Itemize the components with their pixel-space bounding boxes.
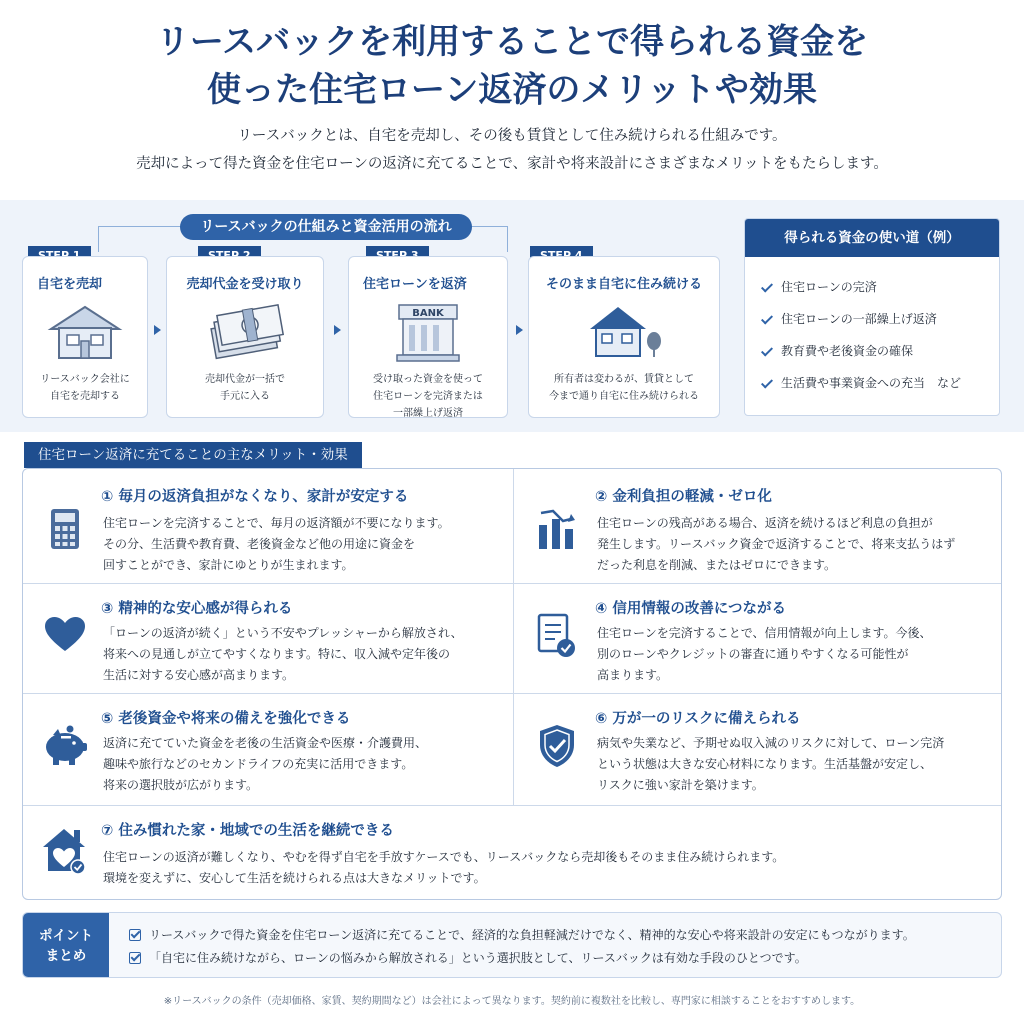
merit-7-body: 住宅ローンの返済が難しくなり、やむを得ず自宅を手放すケースでも、リースバックなら売却後もそのまま住み続けられます。 環境を変えずに、安心して生活を続けられる点は大きなメリットです。 [103,850,785,885]
bank-icon [393,301,463,363]
summary-item [129,949,807,966]
document-check-icon [537,613,577,659]
step-2-desc-line-1: 売却代金が一括で [205,374,285,385]
merit-7-title: ⑦ 住み慣れた家・地域での生活を継続できる [101,823,394,839]
merit-1-title: ① 毎月の返済負担がなくなり、家計が安定する [101,489,409,505]
page-title-line-2: 使った住宅ローン返済のメリットや効果 [207,70,817,110]
piggy-bank-icon [41,725,89,769]
summary-item-text: リースバックで得た資金を住宅ローン返済に充てることで、経済的な負担軽減だけでなく、精神的な安心や将来設計の安定にもつながります。 [149,928,915,942]
lead-text [0,122,1024,178]
step-2-desc-line-2: 手元に入る [220,391,270,402]
summary-label: ポイント まとめ [23,913,109,978]
merit-2-body: 住宅ローンの残高がある場合、返済を続けるほど利息の負担が 発生します。リースバック資金で返済することで、将来支払うはず だった利息を削減、またはゼロにできます。 [597,516,956,572]
list-item [761,271,999,303]
check-icon [761,282,772,293]
fund-use-label: 住宅ローンの完済 [781,280,877,294]
step-2-card [166,256,324,418]
merit-4-title: ④ 信用情報の改善につながる [595,601,787,617]
step-1-title: 自宅を売却 [37,277,103,292]
cash-icon [202,301,288,361]
house-icon [45,301,125,361]
fund-uses-box [744,218,1000,416]
list-item [761,367,999,399]
check-icon [761,378,772,389]
step-3-desc [349,371,507,422]
divider [513,469,514,805]
step-1-card [22,256,148,418]
step-3-desc-line-2: 住宅ローンを完済または [373,391,483,402]
check-icon [761,314,772,325]
merit-3-body: 「ローンの返済が続く」という不安やプレッシャーから解放され、 将来への見通しが立てやすくなります。特に、収入減や定年後の 生活に対する安心感が高まります。 [103,626,463,682]
check-icon [761,346,772,357]
divider [23,693,1001,694]
step-1-desc-line-1: リースバック会社に [40,374,130,385]
checkbox-icon [129,929,141,941]
merit-6-title: ⑥ 万が一のリスクに備えられる [595,711,801,727]
merit-5-body: 返済に充てていた資金を老後の生活資金や医療・介護費用、 趣味や旅行などのセカンドライフの充実に活用できます。 将来の選択肢が広がります。 [103,736,428,792]
step-2-title: 売却代金を受け取り [186,277,304,292]
arrow-right-icon [516,325,523,335]
summary-box [22,912,1002,978]
merit-4-body: 住宅ローンを完済することで、信用情報が向上します。今後、 別のローンやクレジットの審査に通りやすくなる可能性が 高まります。 [597,626,932,682]
lead-line-1: リースバックとは、自宅を売却し、その後も賃貸として住み続けられる仕組みです。 [237,128,787,144]
step-4-desc [529,371,719,405]
home-heart-icon [41,825,87,875]
step-3-card [348,256,508,418]
list-item [761,303,999,335]
fund-uses-list [745,257,999,399]
shield-check-icon [537,723,577,769]
divider [23,583,1001,584]
home-tree-icon [584,301,664,361]
flow-heading: リースバックの仕組みと資金活用の流れ [180,214,472,240]
merit-5-title: ⑤ 老後資金や将来の備えを強化できる [101,711,351,727]
calculator-icon [49,507,81,551]
merit-3-title: ③ 精神的な安心感が得られる [101,601,293,617]
fund-use-label: 生活費や事業資金への充当 など [781,376,962,390]
merit-6-body: 病気や失業など、予期せぬ収入減のリスクに対して、ローン完済 という状態は大きな安心材料になります。生活基盤が安定し、 リスクに強い家計を築けます。 [597,736,945,792]
arrow-right-icon [154,325,161,335]
step-4-card [528,256,720,418]
merits-box [22,468,1002,900]
step-1-desc [23,371,147,405]
heart-icon [45,617,85,653]
footnote: ※リースバックの条件（売却価格、家賃、契約期間など）は会社によって異なります。契約前に複数社を比較し、専門家に相談することをおすすめします。 [163,996,861,1007]
step-4-desc-line-1: 所有者は変わるが、賃貸として [554,374,694,385]
step-2-desc [167,371,323,405]
step-1-desc-line-2: 自宅を売却する [50,391,120,402]
merit-1-body: 住宅ローンを完済することで、毎月の返済額が不要になります。 その分、生活費や教育費、老後資金など他の用途に資金を 回すことができ、家計にゆとりが生まれます。 [103,516,450,572]
step-4-desc-line-2: 今まで通り自宅に住み続けられる [549,391,699,402]
fund-use-label: 教育費や老後資金の確保 [781,344,914,358]
lead-line-2: 売却によって得た資金を住宅ローンの返済に充てることで、家計や将来設計にさまざまなメリットをもたらします。 [136,156,888,172]
divider [23,805,1001,806]
summary-item [129,926,915,943]
fund-use-label: 住宅ローンの一部繰上げ返済 [781,312,937,326]
list-item [761,335,999,367]
fund-uses-title: 得られる資金の使い道（例） [745,219,999,257]
merits-heading: 住宅ローン返済に充てることの主なメリット・効果 [24,442,362,468]
page-title-line-1: リースバックを利用することで得られる資金を [155,22,869,62]
summary-item-text: 「自宅に住み続けながら、ローンの悩みから解放される」という選択肢として、リースバックは有効な手段のひとつです。 [149,951,807,965]
page-title [0,18,1024,114]
step-3-desc-line-3: 一部繰上げ返済 [393,408,463,419]
step-4-title: そのまま自宅に住み続ける [545,277,702,292]
arrow-right-icon [334,325,341,335]
chart-down-icon [535,505,577,551]
checkbox-icon [129,952,141,964]
merit-2-title: ② 金利負担の軽減・ゼロ化 [595,489,772,505]
step-3-title: 住宅ローンを返済 [363,277,467,292]
step-3-desc-line-1: 受け取った資金を使って [373,374,483,385]
bank-icon-label: BANK [412,308,444,319]
